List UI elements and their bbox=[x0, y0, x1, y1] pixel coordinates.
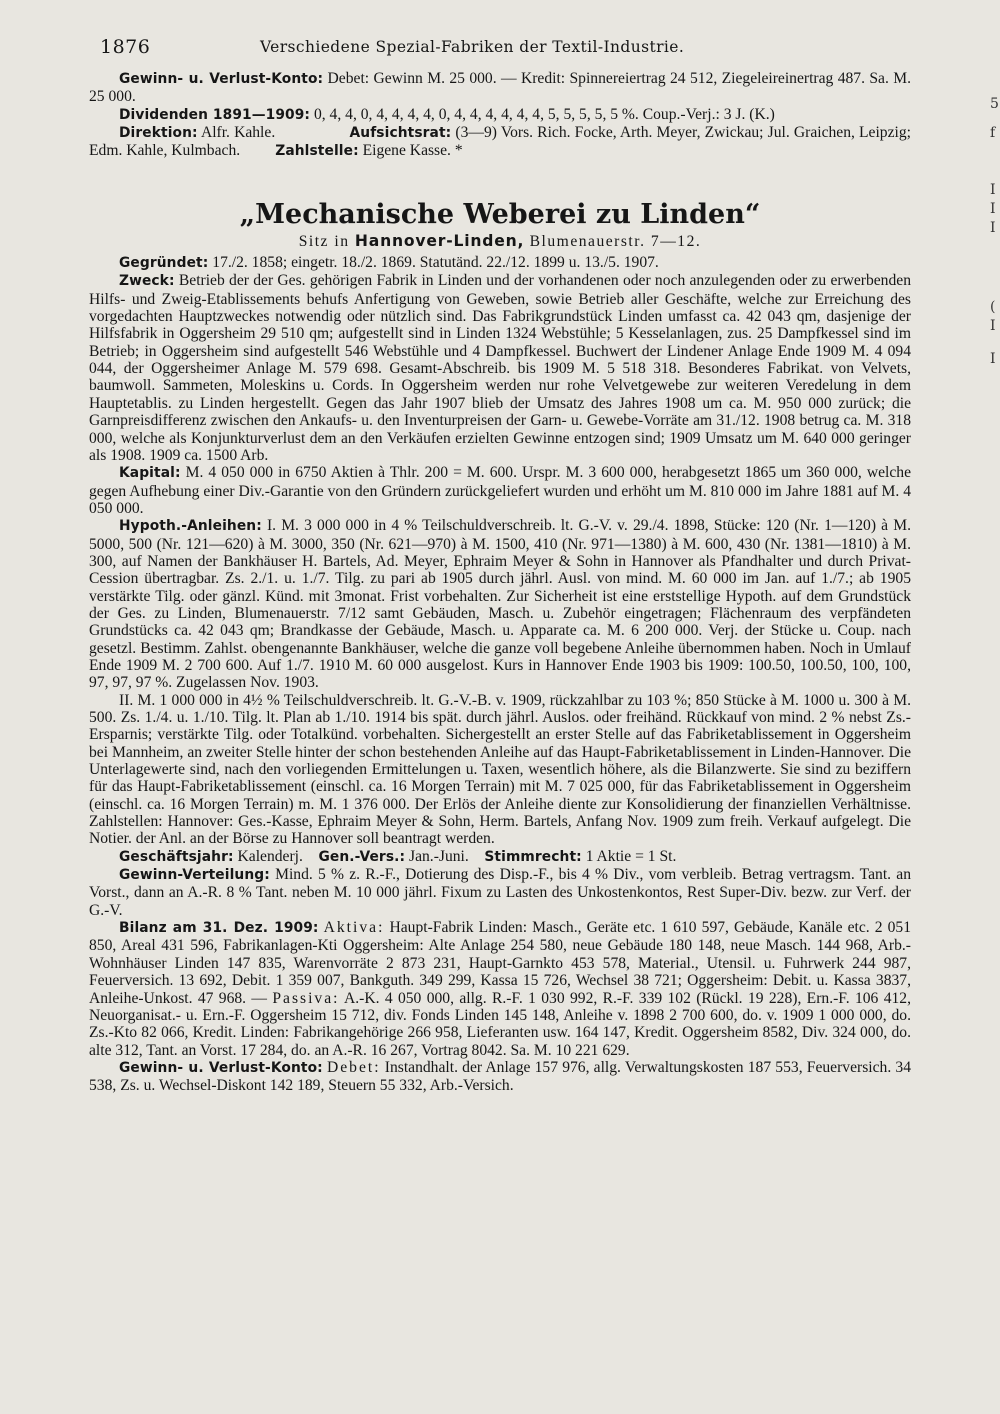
capital-paragraph bbox=[89, 464, 911, 517]
section-label: Hypoth.-Anleihen: bbox=[119, 518, 262, 535]
section-label: Gewinn-Verteilung: bbox=[119, 867, 270, 884]
section-text: Alfr. Kahle. bbox=[200, 124, 276, 142]
section-label: Dividenden 1891—1909: bbox=[119, 106, 311, 123]
section-label: Bilanz am 31. Dez. 1909: bbox=[119, 920, 319, 937]
section-text: Mind. 5 % z. R.-F., Dotierung des Disp.-F., bis 4 % Div., vom verbleib. Betrag vertragsm. Tant. an Vorst., dann an A.-R. 8 % Tant. neben M. 10 000 jährl. Fixum zu Lasten des Unkostenkontos, Rest Super-Div. bezw. zur Verf. der G.-V. bbox=[89, 866, 911, 919]
section-text: Debet: Gewinn M. 25 000. — Kredit: Spinnereiertrag 24 512, Ziegeleireinertrag 487. Sa. M. 25 000. bbox=[89, 70, 911, 106]
mortgage-loan-2-paragraph bbox=[89, 692, 911, 848]
section-label: Direktion: bbox=[119, 125, 198, 142]
section-label: Gewinn- u. Verlust-Konto: bbox=[119, 71, 324, 87]
company-title: „Mechanische Weberei zu Linden“ bbox=[239, 198, 761, 230]
margin-mark: 5 bbox=[990, 96, 999, 112]
section-text: I. M. 3 000 000 in 4 % Teilschuldverschreib. lt. G.-V. v. 29./4. 1898, Stücke: 120 (Nr. 1—120) à M. 5000, 500 (Nr. 121—620) à M. 3000, 350 (Nr. 621—970) à M. 1500, 410 (Nr. 971—1380) à M. 600, 430 (Nr. 1381—1810) à M. 300, auf Namen der Bankhäuser H. Bartels, Ad. Meyer, Ephraim Meyer & Sohn in Hannover als Pfandhalter und durch Privat-Cession übertragbar. Zs. 2./1. u. 1./7. Tilg. zu pari ab 1905 durch jährl. Ausl. von mind. M. 60 000 im Jan. auf 1./7.; ab 1905 verstärkte Tilg. oder gänzl. Künd. mit 3monat. Frist vorbehalten. Zur Sicherheit ist eine erststellige Hypoth. auf dem Grundstück der Ges. zu Linden, Blumenauerstr. 7/12 samt Gebäuden, Masch. u. Zubehör eingetragen; Flächenraum des verpfändeten Grundstücks ca. 42 043 qm; Brandkasse der Gebäude, Masch. u. Apparate ca. M. 6 200 000. Verj. der Stücke u. Coup. nach gesetzl. Bestimm. Zahlst. obengenannte Bankhäuser, welche die ganze voll begebene Anleihe übernommen haben. Noch in Umlauf Ende 1909 M. 2 700 600. Auf 1./7. 1910 M. 60 000 ausgelost. Kurs in Hannover Ende 1903 bis 1909: 100.50, 100.50, 100, 100, 97, 97, 97 %. Zugelassen Nov. 1903. bbox=[89, 517, 911, 692]
page-content bbox=[89, 70, 911, 1095]
seat-prefix: Sitz in bbox=[298, 232, 350, 250]
liabilities-label: Passiva: bbox=[272, 989, 340, 1007]
margin-mark: I bbox=[990, 182, 996, 198]
section-text: Jan.-Juni. bbox=[409, 847, 469, 865]
section-label: Zweck: bbox=[119, 273, 175, 290]
section-text: Betrieb der der Ges. gehörigen Fabrik in Linden und der vorhandenen oder noch anzulegenden oder zu erwerbenden Hilfs- und Zweig-Etablissements behufs Anfertigung von Geweben, sowie Betrieb aller Geschäfte, welche zur Erreichung des vorgedachten Hauptzweckes notwendig oder nützlich sind. Das Fabrikgrundstück Linden umfasst ca. 42 043 qm, dasjenige der Hilfsfabrik in Oggersheim 29 510 qm; aufgestellt sind in Linden 1324 Webstühle; 5 Kesselanlagen, zus. 25 Dampfkessel sind im Betrieb; in Oggersheim sind aufgestellt 546 Webstühle und 4 Dampfkessel. Buchwert der Lindener Anlage Ende 1909 M. 4 094 044, der Oggersheimer Anlage M. 579 698. Gesamt-Abschreib. bis 1909 M. 5 518 318. Besonderes Fabrikat. von Velvets, baumwoll. Sammeten, Moleskins u. Cords. In Oggersheim werden nur rohe Velvetgewebe zur weiteren Veredelung in dem Hauptetablis. zu Linden hergestellt. Gegen das Jahr 1907 blieb der Umsatz des Jahres 1908 um ca. M. 950 000 zurück; die Garnpreisdifferenz zwischen den Ankaufs- u. den Inventurpreisen der Garn- u. Gewebe-Vorräte am 31./12. 1908 betrug ca. M. 318 000, welche als Konjunkturverlust dem an den Verkäufen erzielten Gewinne entzogen sind; 1909 Umsatz um M. 640 000 geringer als 1908. 1909 ca. 1500 Arb. bbox=[89, 272, 911, 464]
assets-label: Aktiva: bbox=[323, 919, 385, 937]
prev-dividends-paragraph bbox=[89, 106, 911, 124]
margin-mark: I bbox=[990, 220, 996, 236]
section-text: Eigene Kasse. * bbox=[362, 142, 463, 160]
section-text: Kalenderj. bbox=[237, 847, 303, 865]
section-label: Gen.-Vers.: bbox=[318, 848, 406, 865]
margin-mark: I bbox=[990, 351, 996, 367]
prev-direction-paragraph bbox=[89, 124, 911, 161]
founded-paragraph bbox=[89, 254, 911, 272]
section-label: Gegründet: bbox=[119, 255, 209, 272]
section-label: Kapital: bbox=[119, 465, 181, 482]
mortgage-loan-1-paragraph bbox=[89, 517, 911, 691]
section-label: Zahlstelle: bbox=[275, 143, 359, 160]
margin-mark: I bbox=[990, 201, 996, 217]
section-label: Geschäftsjahr: bbox=[119, 848, 234, 865]
page-number: 1876 bbox=[100, 36, 151, 58]
margin-mark: f bbox=[990, 125, 996, 141]
section-text: 1 Aktie = 1 St. bbox=[585, 847, 677, 865]
margin-mark: I bbox=[990, 318, 996, 334]
section-label: Aufsichtsrat: bbox=[349, 125, 452, 142]
business-year-paragraph bbox=[89, 848, 911, 866]
section-text: M. 4 050 000 in 6750 Aktien à Thlr. 200 = M. 600. Urspr. M. 3 600 000, herabgesetzt 1865 um 360 000, welche gegen Aufhebung einer Div.-Garantie von den Gründern zurückgeliefert wurden und erhöht um M. 810 000 im Jahre 1881 auf M. 4 050 000. bbox=[89, 464, 912, 517]
running-head: Verschiedene Spezial-Fabriken der Textil-Industrie. bbox=[260, 38, 685, 56]
profit-loss-paragraph bbox=[89, 1059, 911, 1095]
purpose-paragraph bbox=[89, 272, 911, 464]
company-seat bbox=[89, 233, 911, 250]
seat-address: Blumenauerstr. 7—12. bbox=[529, 232, 702, 250]
section-text: (3—9) Vors. Rich. Focke, Arth. Meyer, Zwickau; Jul. Graichen, Leipzig; Edm. Kahle, Kulmbach. bbox=[89, 124, 911, 160]
section-text: 17./2. 1858; eingetr. 18./2. 1869. Statutänd. 22./12. 1899 u. 13./5. 1907. bbox=[212, 254, 659, 272]
margin-mark: ( bbox=[990, 299, 996, 315]
section-text: Haupt-Fabrik Linden: Masch., Geräte etc. 1 610 597, Gebäude, Kanäle etc. 2 051 850, Areal 431 596, Fabrikanlagen-Kti Oggersheim: Alte Anlage 254 580, neue Gebäude 180 148, neue Masch. 144 968, Arb.-Wohnhäuser Linden 147 835, Warenvorräte 2 873 231, Haupt-Garnkto 453 578, Material., Utensil. u. Fuhrwerk 244 987, Feuerversich. 13 692, Debit. 1 359 007, Bankguth. 349 299, Kassa 15 726, Wechsel 38 721; Oggersheim: Debit. u. Kassa 3837, Anleihe-Unkost. 47 968. — bbox=[89, 919, 911, 1007]
profit-distribution-paragraph bbox=[89, 866, 911, 919]
page-header bbox=[100, 36, 900, 60]
debit-label: Debet: bbox=[327, 1058, 381, 1076]
section-text: Instandhalt. der Anlage 157 976, allg. Verwaltungskosten 187 553, Feuerversich. 34 538, Zs. u. Wechsel-Diskont 142 189, Steuern 55 332, Arb.-Versich. bbox=[89, 1058, 911, 1095]
adjacent-page-margin bbox=[990, 95, 1000, 369]
section-text: 0, 4, 4, 0, 4, 4, 4, 4, 0, 4, 4, 4, 4, 4, 4, 5, 5, 5, 5, 5 %. Coup.-Verj.: 3 J. (K.) bbox=[313, 105, 775, 123]
section-text: A.-K. 4 050 000, allg. R.-F. 1 030 992, R.-F. 339 102 (Rückl. 19 228), Ern.-F. 106 412, Neuorganisat.- u. Ern.-F. Oggersheim 15 712, div. Fonds Linden 145 148, Anleihe v. 1898 2 700 600, do. v. 1909 1 000 000, do. Zs.-Kto 82 066, Kredit. Linden: Fabrikangehörige 266 958, Lieferanten usw. 164 147, Kredit. Oggersheim 8582, Div. 324 000, do. alte 312, Tant. an Vorst. 17 284, do. an A.-R. 16 267, Vortrag 8042. Sa. M. 10 221 629. bbox=[89, 989, 911, 1059]
section-text: II. M. 1 000 000 in 4½ % Teilschuldverschreib. lt. G.-V.-B. v. 1909, rückzahlbar zu 103 %; 850 Stücke à M. 1000 u. 300 à M. 500. Zs. 1./4. u. 1./10. Tilg. lt. Plan ab 1./10. 1914 bis spät. durch jährl. Auslos. oder freihänd. Rückkauf von mind. 2 % nebst Zs.-Ersparnis; verstärkte Tilg. oder Totalkünd. vorbehalten. Sichergestellt an erster Stelle auf das Fabriketablissement in Oggersheim bei Mannheim, an zweiter Stelle hinter der schon bestehenden Anleihe auf das Haupt-Fabriketablissement in Linden-Hannover. Die Unterlagewerte sind, nach den vorliegenden Ermittelungen u. Taxen, wesentlich höhere, als die Bilanzwerte. Sie sind zu beziffern für das Haupt-Fabriketablissement (einschl. ca. 16 Morgen Terrain) mit M. 7 025 000, für das Fabriketablissement in Oggersheim (einschl. ca. 16 Morgen Terrain) m. M. 1 376 000. Der Erlös der Anleihe diente zur Konsolidierung der finanziellen Verhältnisse. Zahlstellen: Hannover: Ges.-Kasse, Ephraim Meyer & Sohn, Herm. Bartels, Anfang Nov. 1909 zum freih. Verkauf aufgelegt. Die Notier. der Anl. an der Börse zu Hannover soll beantragt werden. bbox=[89, 691, 911, 848]
section-label: Stimmrecht: bbox=[484, 848, 582, 865]
section-label: Gewinn- u. Verlust-Konto: bbox=[119, 1059, 323, 1076]
balance-sheet-paragraph bbox=[89, 919, 911, 1059]
prev-gv-paragraph bbox=[89, 70, 911, 106]
seat-city: Hannover-Linden, bbox=[354, 231, 525, 250]
